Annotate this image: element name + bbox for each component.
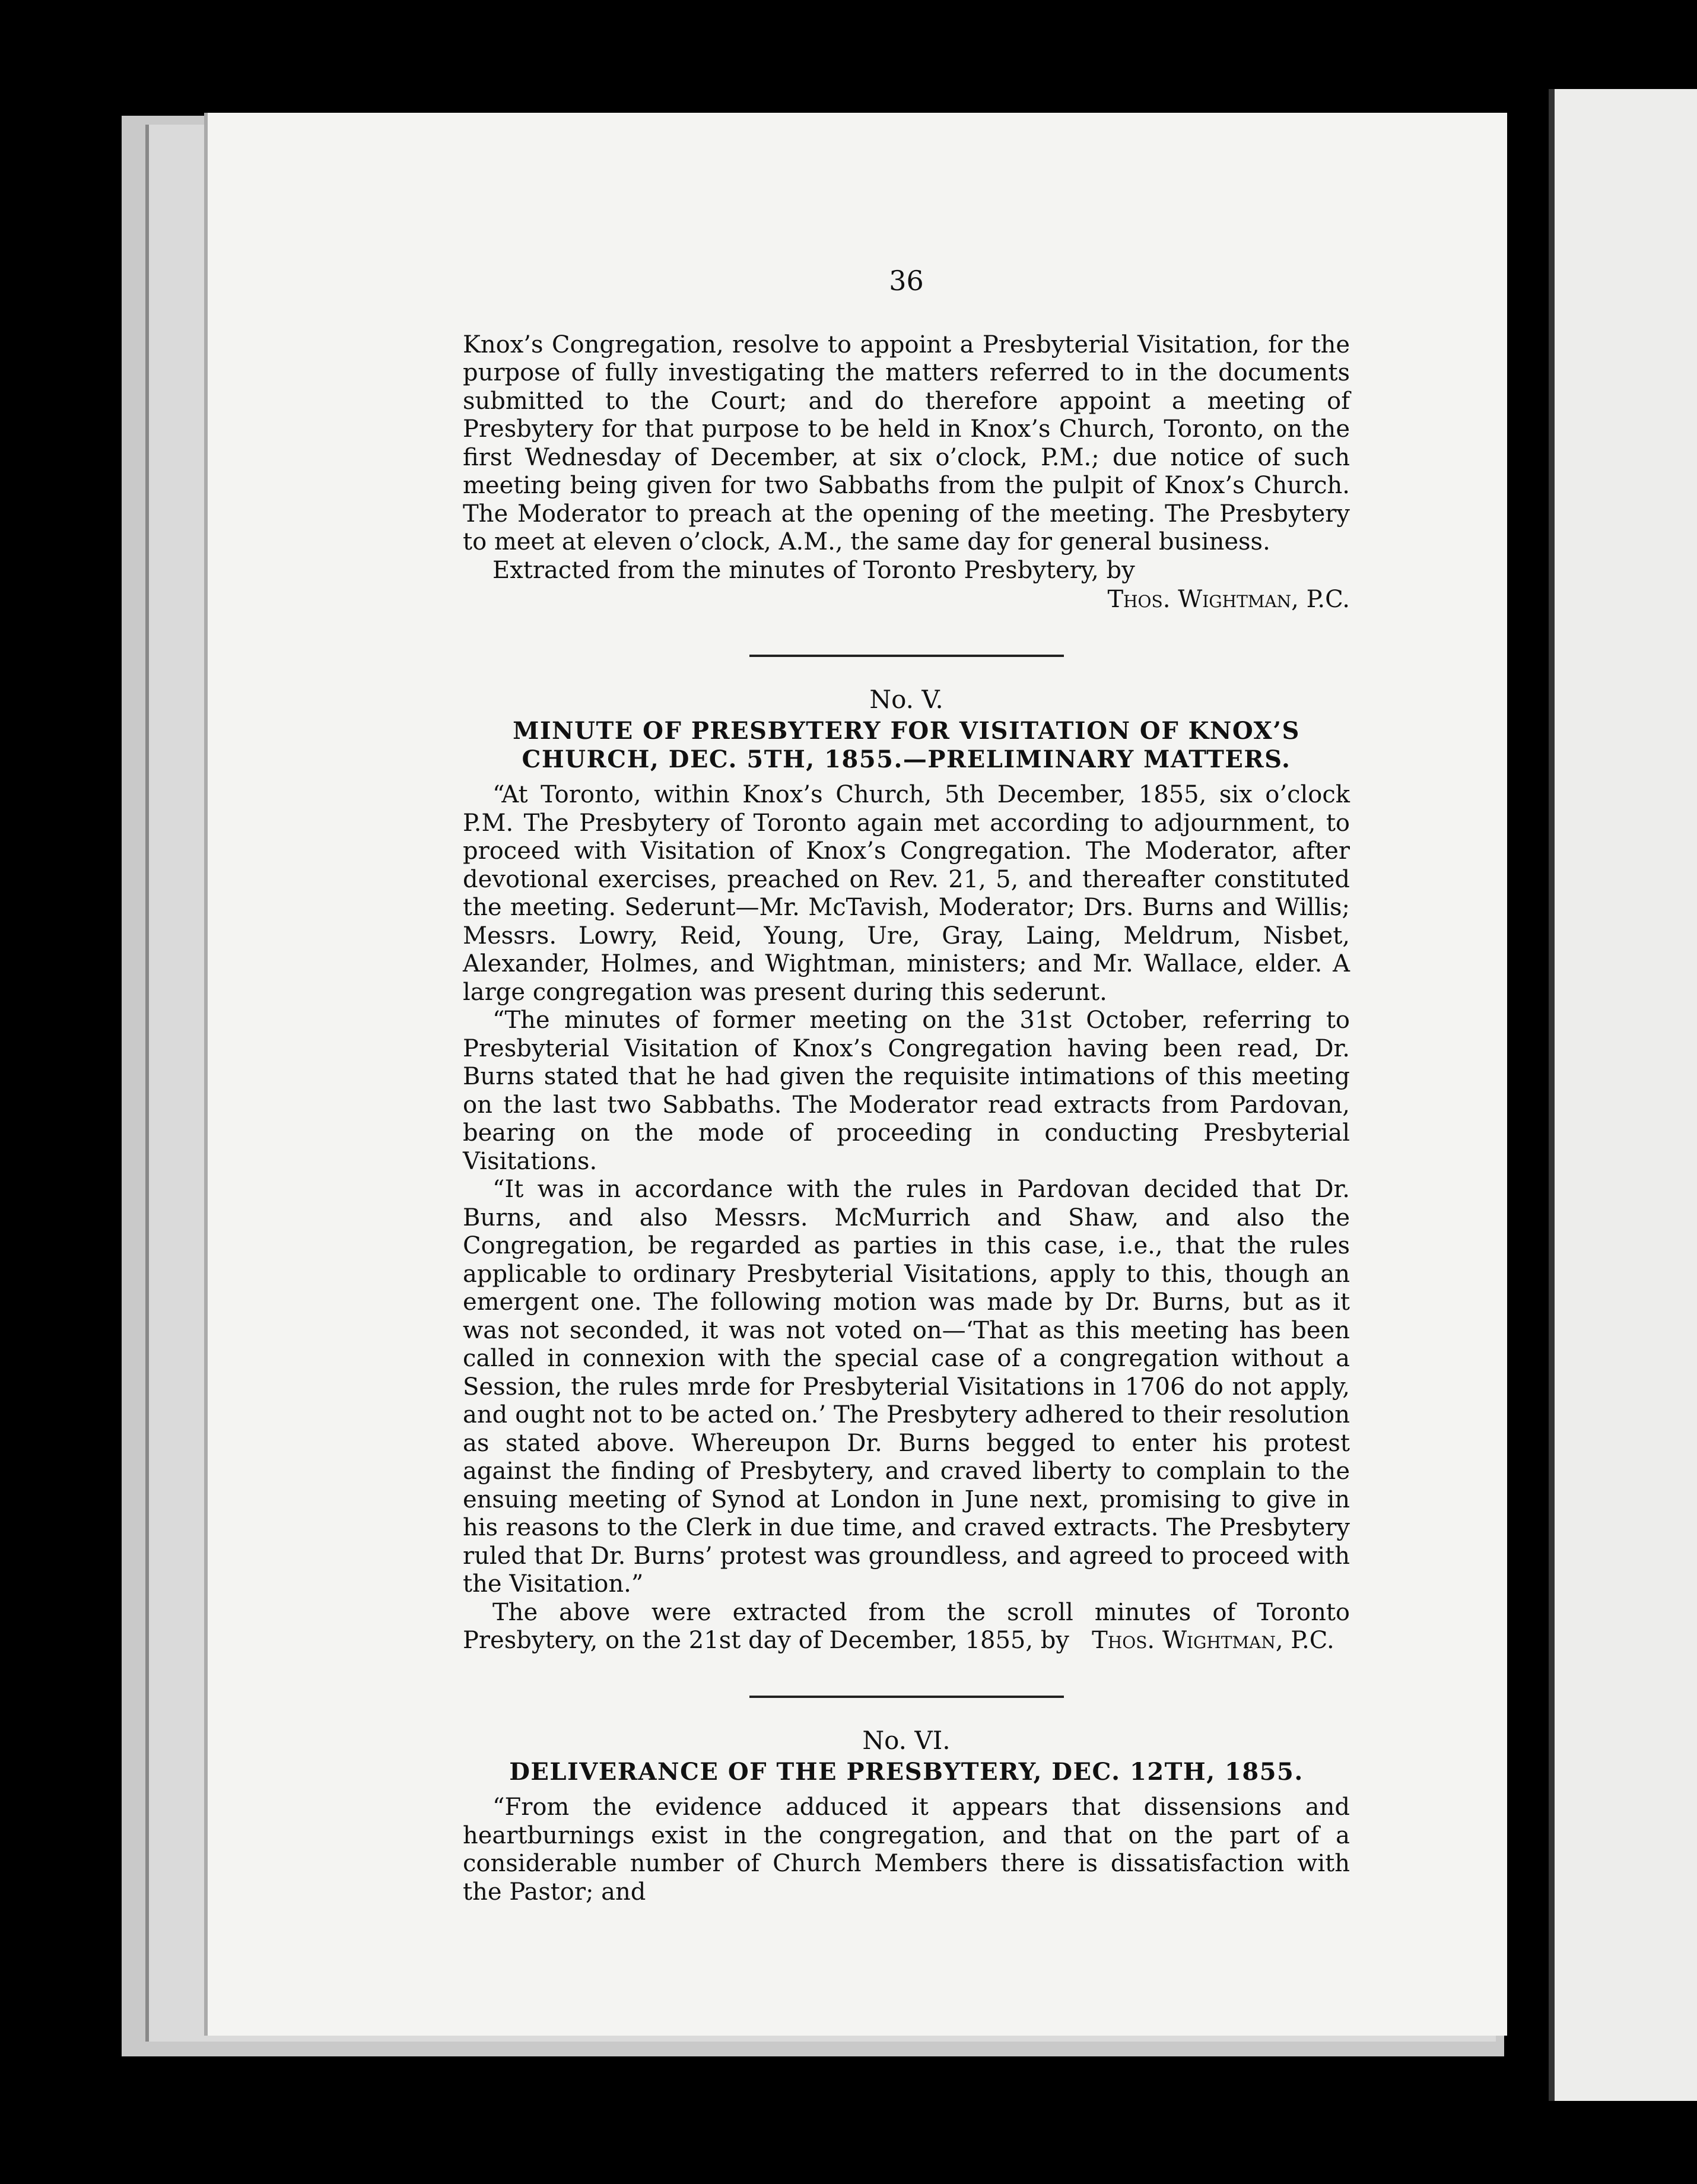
section-heading: DELIVERANCE OF THE PRESBYTERY, DEC. 12TH, 1855. <box>509 1758 1304 1786</box>
section-divider <box>749 1696 1064 1698</box>
page-content <box>463 267 1350 1906</box>
section-number: No. VI. <box>862 1725 951 1755</box>
continued-paragraph: Knox’s Congregation, resolve to appoint a Presbyterial Visitation, for the purpose of fully investigating the matters referred to in the documents submitted to the Court; and do therefore appoint a meeting of Presbytery for that purpose to be held in Knox’s Church, Toronto, on the first Wednesday of December, at six o’clock, P.M.; due notice of such meeting being given for two Sabbaths from the pulpit of Knox’s Church. The Moderator to preach at the opening of the meeting. The Presbytery to meet at eleven o’clock, A.M., the same day for general business. <box>463 331 1350 555</box>
paragraph <box>463 1599 1350 1655</box>
facing-page-edge <box>1549 89 1697 2101</box>
section-heading: MINUTE OF PRESBYTERY FOR VISITATION OF KNOX’S CHURCH, DEC. 5TH, 1855.—PRELIMINARY MATTERS. <box>513 717 1300 773</box>
section-number: No. V. <box>869 684 943 714</box>
paragraph: “At Toronto, within Knox’s Church, 5th December, 1855, six o’clock P.M. The Presbytery of Toronto again met according to adjournment, to proceed with Visitation of Knox’s Congregation. The Moderator, after devotional exercises, preached on Rev. 21, 5, and thereafter constituted the meeting. Sederunt—Mr. McTavish, Moderator; Drs. Burns and Willis; Messrs. Lowry, Reid, Young, Ure, Gray, Laing, Meldrum, Nisbet, Alexander, Holmes, and Wightman, ministers; and Mr. Wallace, elder. A large congregation was present during this sederunt. <box>463 781 1350 1006</box>
extract-note: The above were extracted from the scroll minutes of Toronto Presbytery, on the 21st day of December, 1855, by <box>463 1598 1350 1654</box>
paragraph: “From the evidence adduced it appears that dissensions and heartburnings exist in the congregation, and that on the part of a considerable number of Church Members there is dissatisfaction with the Pastor; and <box>463 1793 1350 1906</box>
section-divider <box>749 655 1064 657</box>
signature: Thos. Wightman, P.C. <box>1092 1627 1334 1654</box>
page-number: 36 <box>889 265 924 297</box>
paragraph: “It was in accordance with the rules in Pardovan decided that Dr. Burns, and also Messrs. McMurrich and Shaw, and also the Congregation, be regarded as parties in this case, i.e., that the rules applicable to ordinary Presbyterial Visitations, apply to this, though an emergent one. The following motion was made by Dr. Burns, but as it was not seconded, it was not voted on—‘That as this meeting has been called in connexion with the special case of a congregation without a Session, the rules mrde for Presbyterial Visitations in 1706 do not apply, and ought not to be acted on.’ The Presbytery adhered to their resolution as stated above. Whereupon Dr. Burns begged to enter his protest against the finding of Presbytery, and craved liberty to complain to the ensuing meeting of Synod at London in June next, promising to give in his reasons to the Clerk in due time, and craved extracts. The Presbytery ruled that Dr. Burns’ protest was groundless, and agreed to proceed with the Visitation.” <box>463 1176 1350 1598</box>
signature: Thos. Wightman, P.C. <box>1107 586 1350 613</box>
paragraph: “The minutes of former meeting on the 31st October, referring to Presbyterial Visitation of Knox’s Congregation having been read, Dr. Burns stated that he had given the requisite intimations of this meeting on the last two Sabbaths. The Moderator read extracts from Pardovan, bearing on the mode of proceeding in conducting Presbyterial Visitations. <box>463 1007 1350 1175</box>
extract-note: Extracted from the minutes of Toronto Presbytery, by <box>492 556 1135 584</box>
